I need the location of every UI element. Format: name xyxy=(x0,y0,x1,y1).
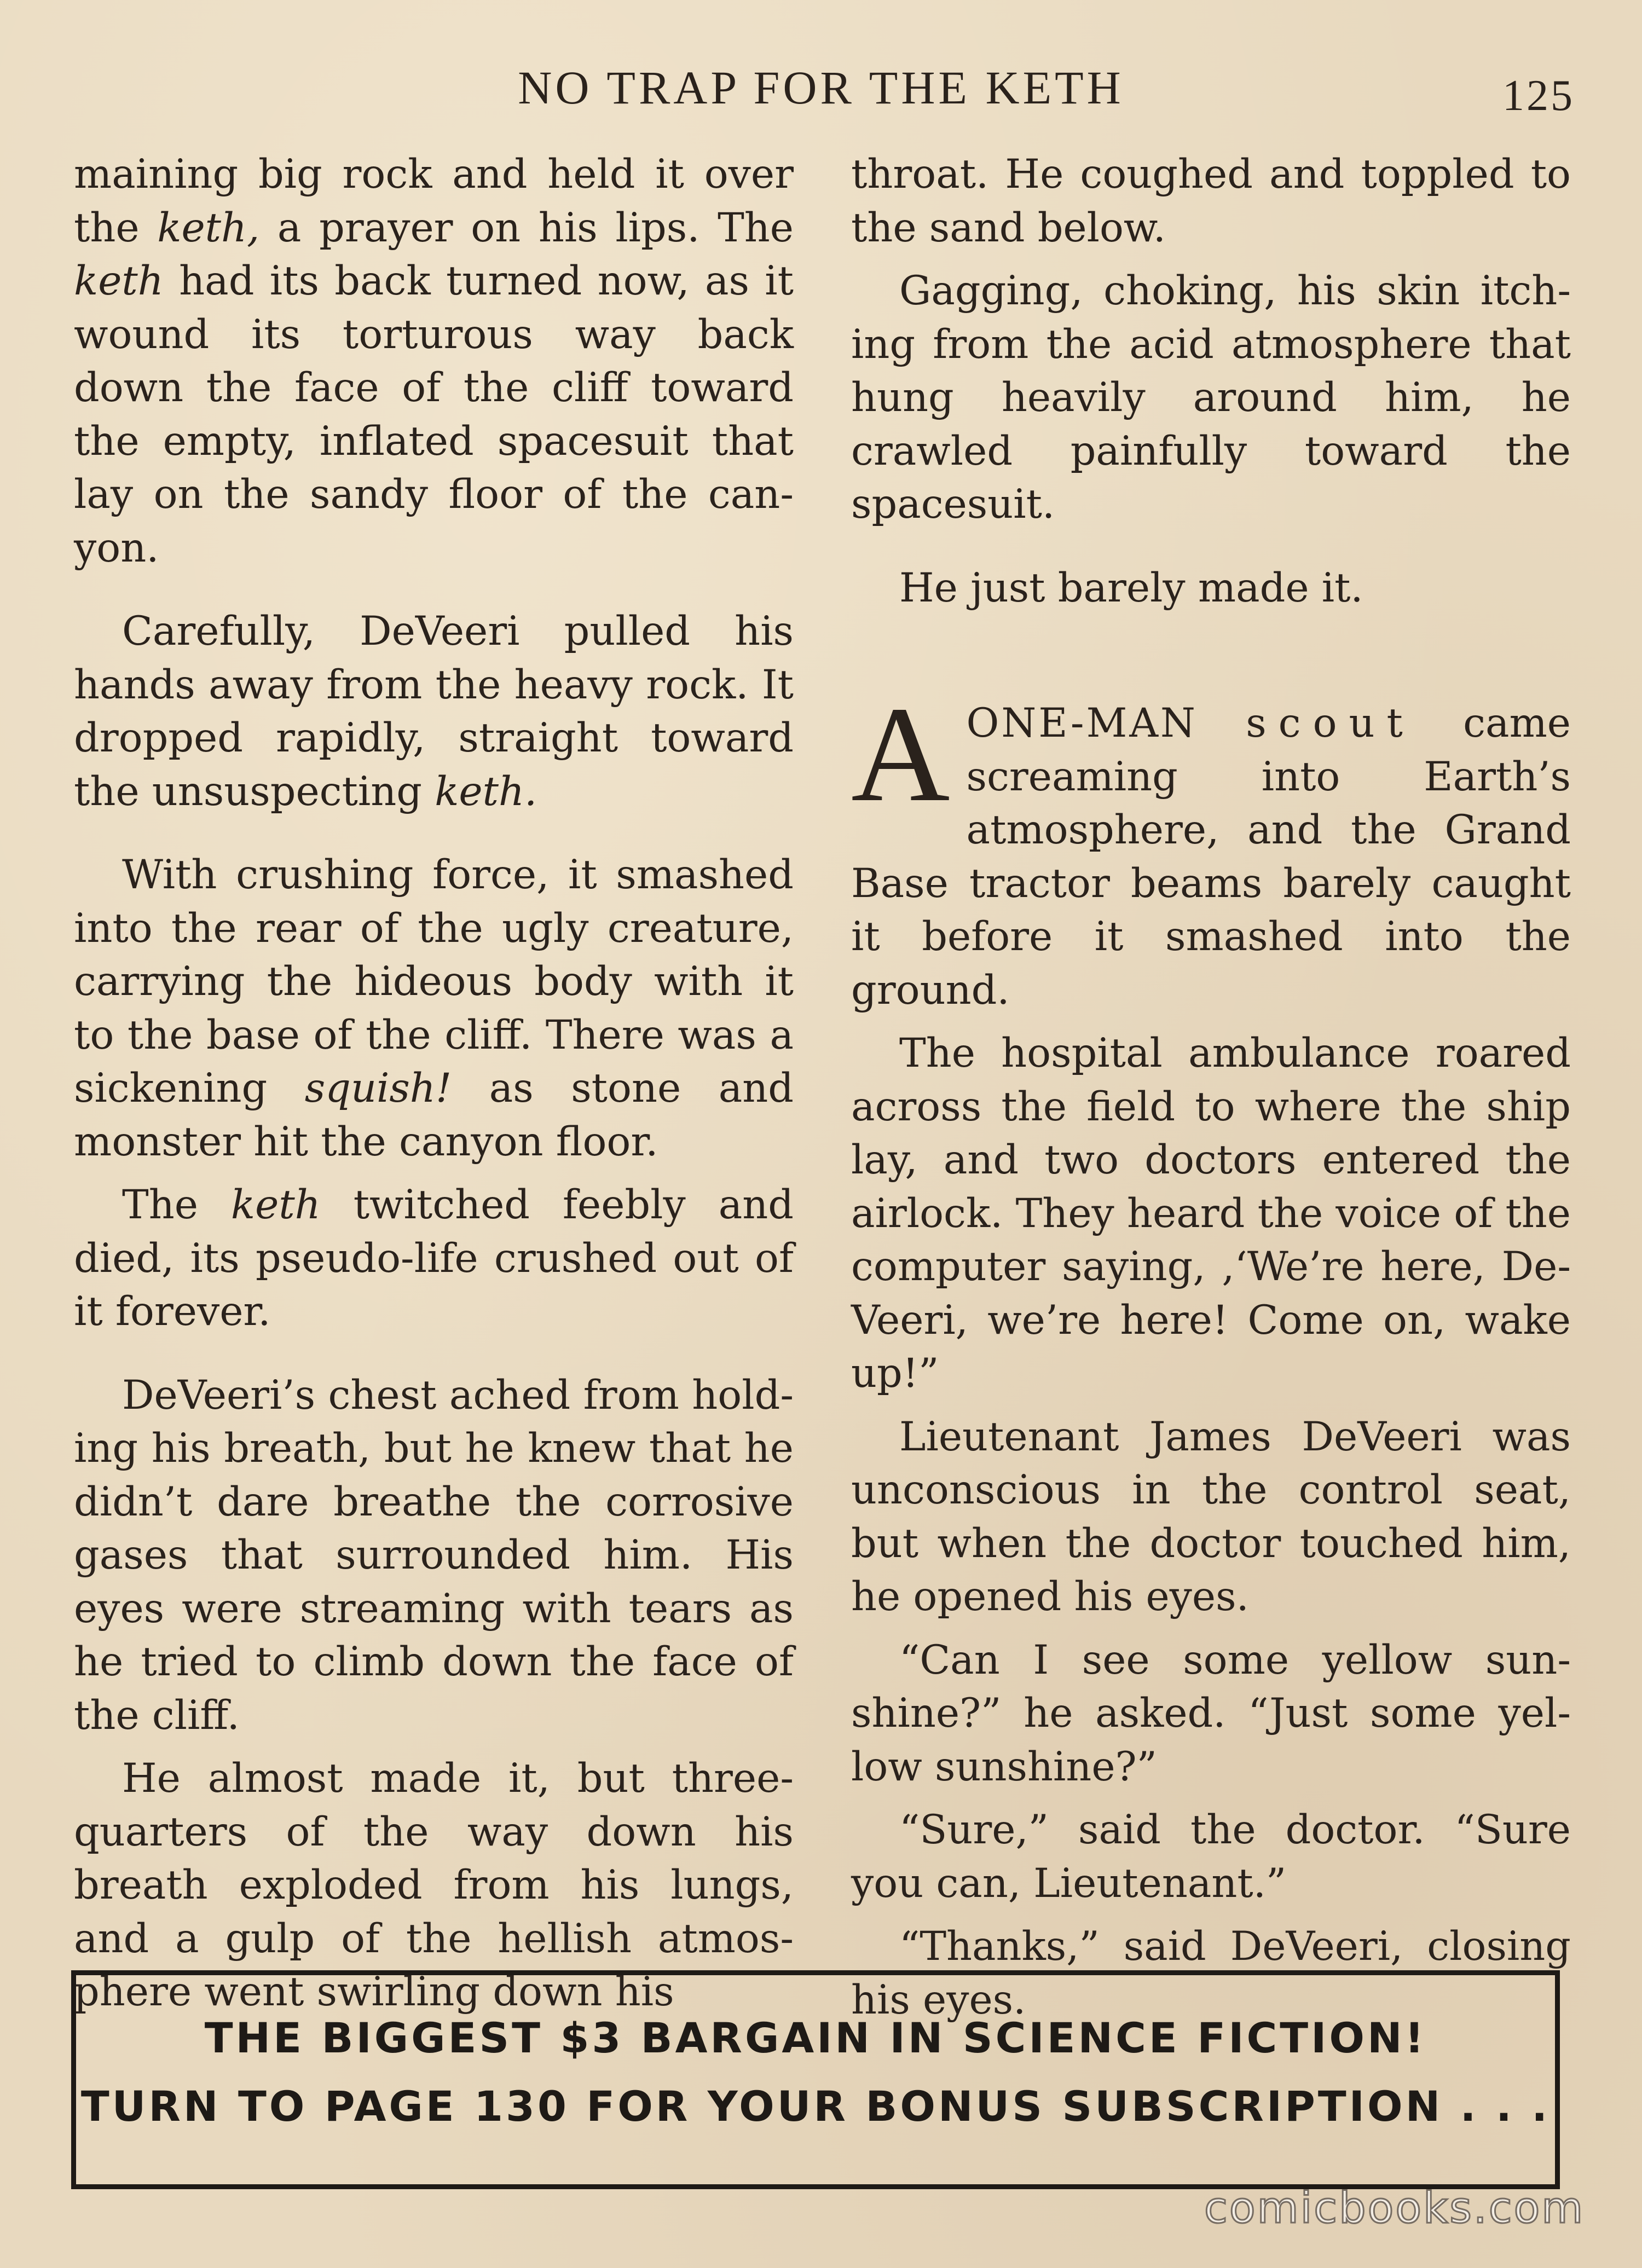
paragraph: maining big rock and held it over the keth, a prayer on his lips. The keth had its back turned now, as it wound its torturous way back down the face of the cliff toward the empty, inflated spacesuit that lay on the sandy floor of the canyon. xyxy=(74,151,794,571)
paragraph: The keth twitched feebly and died, its pseudo-life crushed out of it forever. xyxy=(74,1182,794,1335)
paragraph: DeVeeri’s chest ached from holding his breath, but he knew that he didn’t dare breathe the corrosive gases that surrounded him. His eyes were streaming with tears as he tried to climb down the face of the cliff. xyxy=(74,1372,794,1739)
paragraph: He almost made it, but three-quarters of the way down his breath exploded from his lungs, and a gulp of the hellish atmosphere went swirling down his xyxy=(74,1755,794,2015)
paragraph: “Thanks,” said DeVeeri, closing his eyes. xyxy=(851,1923,1571,2023)
paragraph: “Sure,” said the doctor. “Sure you can, Lieutenant.” xyxy=(851,1807,1571,1907)
right-column xyxy=(851,148,1571,2027)
paragraph: “Can I see some yellow sunshine?” he asked. “Just some yellow sunshine?” xyxy=(851,1636,1571,1790)
running-title: NO TRAP FOR THE KETH xyxy=(518,61,1124,114)
paragraph: Lieutenant James DeVeeri was unconscious in the control seat, but when the doctor touched him, he opened his eyes. xyxy=(851,1413,1571,1620)
paragraph: The hospital ambulance roared across the field to where the ship lay, and two doctors entered the airlock. They heard the voice of the computer saying, ,‘We’re here, DeVeeri, we’re here! Come on, wake up!” xyxy=(851,1030,1571,1397)
site-watermark: comicbooks.com xyxy=(1204,2184,1585,2233)
section-opening-paragraph: AONE-MAN scout came screaming into Earth’s atmosphere, and the Grand Base tractor beams barely caught it before it smashed into the ground. xyxy=(851,679,1571,1014)
ad-subline: TURN TO PAGE 130 FOR YOUR BONUS SUBSCRIPTION . . . xyxy=(80,2082,1551,2131)
paragraph: Carefully, DeVeeri pulled his hands away from the heavy rock. It dropped rapidly, straight toward the unsuspecting keth. xyxy=(74,608,794,815)
page-number: 125 xyxy=(1502,72,1575,120)
paragraph: With crushing force, it smashed into the rear of the ugly creature, carrying the hideous body with it to the base of the cliff. There was a sickening squish! as stone and monster hit the canyon floor. xyxy=(74,852,794,1165)
paragraph: He just barely made it. xyxy=(899,564,1363,611)
ad-headline: THE BIGGEST $3 BARGAIN IN SCIENCE FICTION! xyxy=(204,2014,1427,2062)
drop-cap: A xyxy=(851,679,950,830)
paragraph: throat. He coughed and toppled to the sand below. xyxy=(851,151,1571,251)
paragraph: Gagging, choking, his skin itching from the acid atmosphere that hung heavily around him, he crawled painfully toward the spacesuit. xyxy=(851,268,1571,528)
left-column xyxy=(74,148,794,2019)
subscription-ad-box xyxy=(71,1970,1560,2189)
